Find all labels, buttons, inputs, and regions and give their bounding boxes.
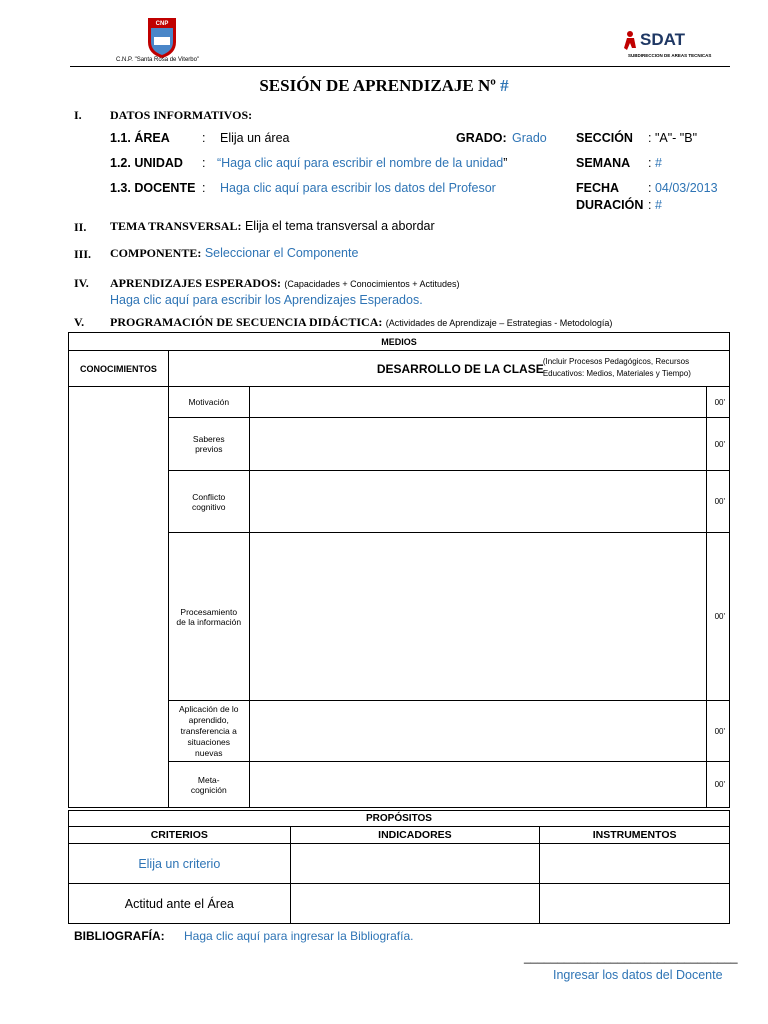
semana-label: SEMANA [576, 156, 631, 170]
phase-motivacion: Motivación [168, 387, 249, 418]
semana-value-line [648, 156, 662, 170]
aplicacion-content-cell[interactable] [249, 701, 706, 762]
instrumento-cell-1[interactable] [540, 844, 730, 884]
procesamiento-time: 00' [707, 533, 730, 701]
procesamiento-content-cell[interactable] [249, 533, 706, 701]
page-title [0, 76, 768, 96]
phase-aplicacion: Aplicación de lo aprendido, transferencia a situaciones nuevas [168, 701, 249, 762]
motivacion-content-cell[interactable] [249, 387, 706, 418]
phase-saberes-previos: Saberes previos [168, 418, 249, 471]
phase-procesamiento: Procesamiento de la información [168, 533, 249, 701]
duracion-value[interactable]: # [654, 198, 662, 212]
fecha-value-line [648, 181, 718, 195]
saberes-time: 00' [707, 418, 730, 471]
indicador-cell-1[interactable] [290, 844, 540, 884]
instrumento-cell-2[interactable] [540, 884, 730, 924]
area-label: 1.1. ÁREA [110, 131, 170, 145]
svg-text:CNP: CNP [155, 21, 169, 27]
seccion-value: : "A"- "B" [648, 131, 698, 145]
fecha-value[interactable]: 04/03/2013 [654, 181, 718, 195]
componente-value[interactable]: Seleccionar el Componente [204, 246, 359, 260]
unidad-value-line [202, 156, 507, 170]
school-name: C.N.P. "Santa Rosa de Viterbo" [116, 57, 200, 63]
tema-transversal-value[interactable]: Elija el tema transversal a abordar [244, 219, 435, 233]
school-crest-logo [144, 18, 180, 58]
desarrollo-header-cell [168, 351, 729, 387]
grado-label: GRADO: [456, 131, 507, 145]
unidad-colon: : [202, 156, 206, 170]
fecha-label: FECHA [576, 181, 620, 195]
docente-signature-value[interactable]: Ingresar los datos del Docente [553, 968, 723, 982]
aplicacion-time: 00' [707, 701, 730, 762]
desarrollo-header: DESARROLLO DE LA CLASE [376, 362, 544, 376]
roman-iii: III. [74, 247, 92, 261]
duracion-colon: : [648, 198, 652, 212]
componente-label: COMPONENTE: [110, 246, 202, 260]
actitud-criterio: Actitud ante el Área [69, 884, 291, 924]
signature-line: ________________________________ [524, 950, 738, 964]
docente-label: 1.3. DOCENTE [110, 181, 196, 195]
propositos-header: PROPÓSITOS [69, 811, 730, 827]
roman-iv: IV. [74, 276, 89, 290]
person-icon [624, 30, 640, 52]
sdat-logo [624, 30, 716, 64]
semana-value[interactable]: # [654, 156, 662, 170]
instrumentos-header: INSTRUMENTOS [540, 827, 730, 844]
grado-value[interactable]: Grado [512, 131, 547, 145]
conflicto-content-cell[interactable] [249, 471, 706, 533]
conocimientos-cell[interactable] [69, 387, 169, 808]
sdat-logo-subtitle: SUBDIRECCION DE AREAS TECNICAS [628, 53, 712, 58]
bibliografia-value[interactable]: Haga clic aquí para ingresar la Bibliografía. [184, 929, 414, 943]
tema-transversal-line [110, 219, 435, 234]
seccion-label: SECCIÓN [576, 131, 633, 145]
componente-line [110, 246, 358, 261]
programacion-note: (Actividades de Aprendizaje – Estrategias - Metodología) [385, 318, 613, 328]
semana-colon: : [648, 156, 652, 170]
unidad-value[interactable]: Haga clic aquí para escribir el nombre de la unidad [221, 156, 504, 170]
area-colon: : [202, 131, 206, 145]
indicador-cell-2[interactable] [290, 884, 540, 924]
motivacion-time: 00' [707, 387, 730, 418]
area-value[interactable]: Elija un área [220, 131, 290, 145]
programacion-line [110, 315, 612, 330]
page-header [0, 0, 768, 70]
roman-i: I. [74, 108, 82, 122]
bibliografia-label: BIBLIOGRAFÍA: [74, 929, 165, 943]
duracion-label: DURACIÓN [576, 198, 644, 212]
roman-v: V. [74, 315, 85, 329]
unidad-open-quote: “ [216, 156, 222, 170]
medios-header: MEDIOS [69, 333, 730, 351]
roman-ii: II. [74, 220, 87, 234]
session-number[interactable]: # [500, 76, 509, 95]
aprendizajes-line [110, 276, 459, 291]
docente-colon: : [202, 181, 206, 195]
criterio-select[interactable]: Elija un criterio [69, 844, 291, 884]
duracion-value-line [648, 198, 662, 212]
aprendizajes-note: (Capacidades + Conocimientos + Actitudes) [284, 279, 460, 289]
aprendizajes-value[interactable]: Haga clic aquí para escribir los Aprendizajes Esperados. [110, 293, 423, 307]
programacion-label: PROGRAMACIÓN DE SECUENCIA DIDÁCTICA: [110, 315, 383, 329]
saberes-content-cell[interactable] [249, 418, 706, 471]
docente-value[interactable]: Haga clic aquí para escribir los datos del Profesor [220, 181, 496, 195]
conflicto-time: 00' [707, 471, 730, 533]
unidad-label: 1.2. UNIDAD [110, 156, 183, 170]
metacognicion-content-cell[interactable] [249, 762, 706, 808]
datos-informativos-heading: DATOS INFORMATIVOS: [110, 108, 253, 122]
conocimientos-header: CONOCIMIENTOS [69, 351, 169, 387]
title-prefix: SESIÓN DE APRENDIZAJE Nº [259, 76, 496, 95]
propositos-table [68, 810, 730, 924]
phase-conflicto-cognitivo: Conflicto cognitivo [168, 471, 249, 533]
fecha-colon: : [648, 181, 652, 195]
indicadores-header: INDICADORES [290, 827, 540, 844]
metacognicion-time: 00' [707, 762, 730, 808]
unidad-close-quote: ” [503, 156, 508, 170]
aprendizajes-label: APRENDIZAJES ESPERADOS: [110, 276, 282, 290]
header-divider [70, 66, 730, 67]
criterios-header: CRITERIOS [69, 827, 291, 844]
tema-transversal-label: TEMA TRANSVERSAL: [110, 219, 242, 233]
sdat-logo-text: SDAT [640, 30, 686, 49]
phase-metacognicion: Meta-cognición [168, 762, 249, 808]
incluir-note: (Incluir Procesos Pedagógicos, Recursos Educativos: Medios, Materiales y Tiempo) [542, 357, 691, 378]
secuencia-didactica-table [68, 332, 730, 808]
